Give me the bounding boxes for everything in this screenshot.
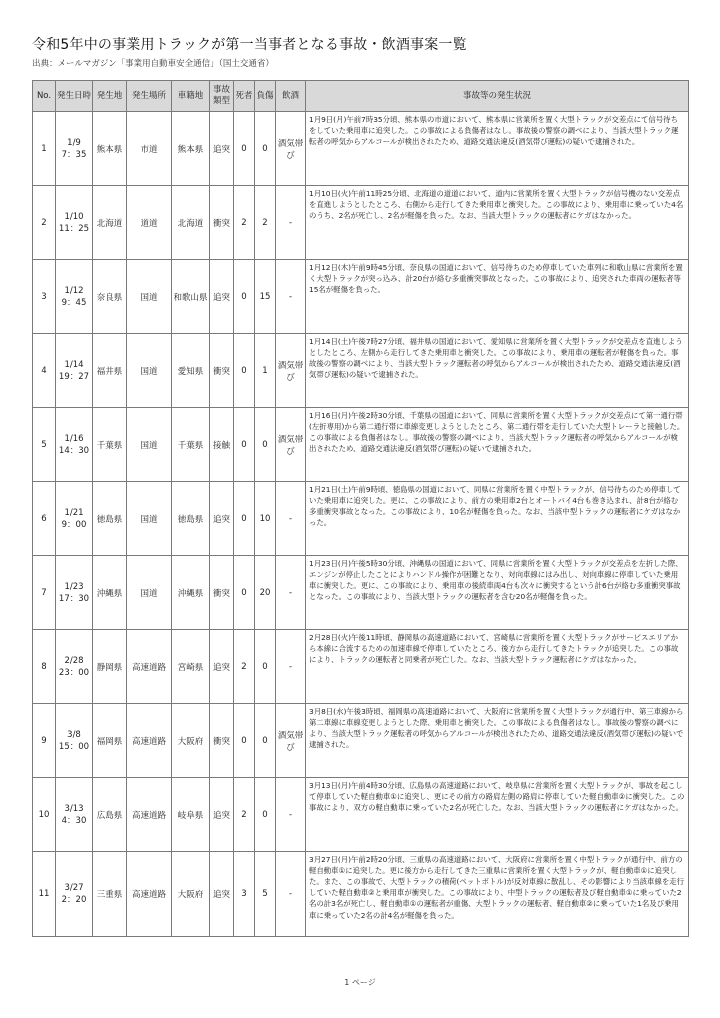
- cell-accident-type: 追突: [210, 260, 234, 334]
- table-row: [33, 408, 689, 482]
- header-drinking: 飲酒: [276, 81, 306, 112]
- cell-datetime: [56, 186, 93, 260]
- cell-registration: 愛知県: [172, 334, 210, 408]
- cell-no: 5: [33, 408, 56, 482]
- time-text: 9：45: [61, 297, 87, 308]
- cell-prefecture: 広島県: [93, 778, 127, 852]
- cell-description: 1月14日(土)午後7時27分頃、福井県の国道において、愛知県に営業所を置く大型トラックが交差点を直進しようとしたところ、左側から走行してきた乗用車と衝突した。この事故により、乗用車の運転者が軽傷を負った。事故後の警察の調べにより、当該大型トラック運転者の呼気からアルコールが検出されたため、道路交通法違反(酒気帯び運転)の疑いで逮捕された。: [306, 334, 689, 408]
- cell-accident-type: 追突: [210, 112, 234, 186]
- cell-deaths: 0: [234, 408, 255, 482]
- table-row: [33, 556, 689, 630]
- cell-drinking: -: [276, 852, 306, 937]
- date-text: 1/9: [67, 137, 81, 148]
- table-row: [33, 334, 689, 408]
- cell-datetime: [56, 556, 93, 630]
- date-text: 3/8: [67, 729, 81, 740]
- header-registration: 車籍地: [172, 81, 210, 112]
- page-number: 1 ページ: [344, 978, 376, 987]
- cell-registration: 宮崎県: [172, 630, 210, 704]
- source-note: 出典：メールマガジン「事業用自動車安全通信」（国土交通省）: [32, 59, 274, 69]
- date-text: 1/23: [64, 581, 84, 592]
- cell-description: 3月27日(月)午前2時20分頃、三重県の高速道路において、大阪府に営業所を置く中型トラックが通行中、前方の軽自動車①に追突した。更に後方から走行してきた三重県に営業所を置く大型トラックが、軽自動車①に追突した。また、この事故で、大型トラックの積荷(ペットボトル)が反対車線に散乱し、その影響により当該車線を走行していた軽自動車②と乗用車が衝突した。この事故により、中型トラックの運転者及び軽自動車①に乗っていた2名の計3名が死亡し、軽自動車①の運転者が重傷、大型トラックの運転者、軽自動車②に乗っていた1名及び乗用車に乗っていた2名の計4名が軽傷を負った。: [306, 852, 689, 937]
- cell-injured: 0: [255, 704, 276, 778]
- cell-injured: 1: [255, 334, 276, 408]
- table-row: [33, 112, 689, 186]
- cell-place: 国道: [127, 556, 172, 630]
- table-header-row: [33, 81, 689, 112]
- date-text: 1/16: [64, 433, 84, 444]
- cell-no: 8: [33, 630, 56, 704]
- date-text: 1/12: [64, 285, 84, 296]
- cell-registration: 沖縄県: [172, 556, 210, 630]
- cell-accident-type: 衝突: [210, 186, 234, 260]
- cell-datetime: [56, 260, 93, 334]
- cell-deaths: 2: [234, 186, 255, 260]
- header-injured: 負傷: [255, 81, 276, 112]
- table-row: [33, 482, 689, 556]
- accident-table: [32, 80, 689, 937]
- cell-prefecture: 徳島県: [93, 482, 127, 556]
- date-text: 1/14: [64, 359, 84, 370]
- time-text: 4：30: [61, 815, 87, 826]
- cell-datetime: [56, 408, 93, 482]
- cell-no: 7: [33, 556, 56, 630]
- cell-place: 高速道路: [127, 852, 172, 937]
- cell-description: 1月12日(木)午前9時45分頃、奈良県の国道において、信号待ちのため停車していた車列に和歌山県に営業所を置く大型トラックが突っ込み、計20台が絡む多重衝突事故となった。この事故により、追突された車両の運転者等15名が軽傷を負った。: [306, 260, 689, 334]
- cell-registration: 大阪府: [172, 704, 210, 778]
- cell-prefecture: 福岡県: [93, 704, 127, 778]
- cell-registration: 大阪府: [172, 852, 210, 937]
- cell-deaths: 0: [234, 334, 255, 408]
- cell-injured: 0: [255, 778, 276, 852]
- header-prefecture: 発生地: [93, 81, 127, 112]
- cell-place: 道道: [127, 186, 172, 260]
- table-row: [33, 630, 689, 704]
- cell-prefecture: 北海道: [93, 186, 127, 260]
- cell-drinking: -: [276, 186, 306, 260]
- cell-accident-type: 衝突: [210, 556, 234, 630]
- cell-injured: 0: [255, 630, 276, 704]
- date-text: 3/27: [64, 883, 84, 893]
- cell-deaths: 3: [234, 852, 255, 937]
- cell-prefecture: 静岡県: [93, 630, 127, 704]
- cell-datetime: [56, 630, 93, 704]
- cell-injured: 10: [255, 482, 276, 556]
- cell-description: 1月23日(月)午後5時30分頃、沖縄県の国道において、同県に営業所を置く大型トラックが交差点を左折した際、エンジンが停止したことによりハンドル操作が困難となり、対向車線にはみ出し、対向車線に停車していた乗用車に衝突した。更に、この事故により、乗用車の後続車両4台も次々に衝突するという計6台が絡む多重衝突事故となった。この事故により、当該大型トラックの運転者を含む20名が軽傷を負った。: [306, 556, 689, 630]
- cell-datetime: [56, 704, 93, 778]
- date-text: 1/10: [64, 211, 84, 222]
- cell-datetime: [56, 852, 93, 937]
- cell-accident-type: 衝突: [210, 334, 234, 408]
- cell-drinking: 酒気帯び: [276, 408, 306, 482]
- header-deaths: 死者: [234, 81, 255, 112]
- cell-description: 1月9日(月)午前7時35分頃、熊本県の市道において、熊本県に営業所を置く大型トラックが交差点にて信号待ちをしていた乗用車に追突した。この事故による負傷者はなし。事故後の警察の調べにより、当該大型トラック運転者の呼気からアルコールが検出されたため、道路交通法違反(酒気帯び運転)の疑いで逮捕された。: [306, 112, 689, 186]
- cell-place: 市道: [127, 112, 172, 186]
- cell-description: 3月8日(水)午後3時頃、福岡県の高速道路において、大阪府に営業所を置く大型トラックが通行中、第三車線から第二車線に車線変更しようとした際、乗用車と衝突した。この事故による負傷者はなし。事故後の警察の調べにより、当該大型トラック運転者の呼気からアルコールが検出されたため、道路交通法違反(酒気帯び運転)の疑いで逮捕された。: [306, 704, 689, 778]
- cell-injured: 0: [255, 408, 276, 482]
- cell-no: 10: [33, 778, 56, 852]
- cell-registration: 熊本県: [172, 112, 210, 186]
- cell-description: 1月10日(火)午前11時25分頃、北海道の道道において、道内に営業所を置く大型トラックが信号機のない交差点を直進しようとしたところ、右側から走行してきた乗用車と衝突した。この事故により、乗用車に乗っていた4名のうち、2名が死亡し、2名が軽傷を負った。なお、当該大型トラックの運転者にケガはなかった。: [306, 186, 689, 260]
- time-text: 23：00: [58, 667, 90, 678]
- time-text: 7：35: [61, 149, 87, 160]
- cell-injured: 15: [255, 260, 276, 334]
- cell-description: 3月13日(月)午前4時30分頃、広島県の高速道路において、岐阜県に営業所を置く大型トラックが、事故を起こして停車していた軽自動車①に追突し、更にその前方の路肩左側の路肩に停車していた軽自動車②に衝突した。この事故により、双方の軽自動車に乗っていた2名が死亡した。なお、当該大型トラックの運転者にケガはなかった。: [306, 778, 689, 852]
- cell-drinking: -: [276, 778, 306, 852]
- cell-place: 国道: [127, 334, 172, 408]
- time-text: 19：27: [58, 371, 90, 382]
- cell-no: 11: [33, 852, 56, 937]
- cell-registration: 北海道: [172, 186, 210, 260]
- cell-drinking: -: [276, 556, 306, 630]
- cell-deaths: 2: [234, 778, 255, 852]
- time-text: 17：30: [58, 593, 90, 604]
- cell-datetime: [56, 334, 93, 408]
- cell-deaths: 0: [234, 482, 255, 556]
- time-text: 2：20: [61, 895, 87, 905]
- header-accident-type: 事故類型: [210, 81, 234, 112]
- cell-prefecture: 三重県: [93, 852, 127, 937]
- cell-place: 高速道路: [127, 778, 172, 852]
- table-row: [33, 260, 689, 334]
- cell-injured: 2: [255, 186, 276, 260]
- cell-accident-type: 接触: [210, 408, 234, 482]
- cell-prefecture: 熊本県: [93, 112, 127, 186]
- cell-datetime: [56, 778, 93, 852]
- cell-description: 2月28日(火)午後11時頃、静岡県の高速道路において、宮崎県に営業所を置く大型トラックがサービスエリアから本線に合流するための加速車線で停車していたところ、後方から走行してきたトラックが追突した。この事故により、トラックの運転者と同乗者が死亡した。なお、当該大型トラック運転者にケガはなかった。: [306, 630, 689, 704]
- cell-injured: 20: [255, 556, 276, 630]
- cell-no: 1: [33, 112, 56, 186]
- time-text: 11：25: [58, 223, 90, 234]
- cell-drinking: 酒気帯び: [276, 334, 306, 408]
- cell-no: 2: [33, 186, 56, 260]
- cell-deaths: 2: [234, 630, 255, 704]
- cell-no: 6: [33, 482, 56, 556]
- cell-accident-type: 追突: [210, 630, 234, 704]
- header-place: 発生場所: [127, 81, 172, 112]
- cell-registration: 和歌山県: [172, 260, 210, 334]
- table-row: [33, 186, 689, 260]
- date-text: 3/13: [64, 803, 84, 814]
- cell-place: 高速道路: [127, 704, 172, 778]
- cell-prefecture: 沖縄県: [93, 556, 127, 630]
- cell-prefecture: 福井県: [93, 334, 127, 408]
- cell-drinking: -: [276, 482, 306, 556]
- cell-no: 4: [33, 334, 56, 408]
- cell-place: 国道: [127, 408, 172, 482]
- cell-accident-type: 衝突: [210, 704, 234, 778]
- cell-description: 1月16日(月)午後2時30分頃、千葉県の国道において、同県に営業所を置く大型トラックが交差点にて第一通行帯(左折専用)から第二通行帯に車線変更しようとしたところ、第二通行帯を走行していた大型トレーラと接触した。この事故による負傷者はなし。事故後の警察の調べにより、当該大型トラック運転者の呼気からアルコールが検出されたため、道路交通法違反(酒気帯び運転)の疑いで逮捕された。: [306, 408, 689, 482]
- cell-registration: 岐阜県: [172, 778, 210, 852]
- time-text: 14：30: [58, 445, 90, 456]
- header-no: No.: [33, 81, 56, 112]
- cell-datetime: [56, 482, 93, 556]
- cell-deaths: 0: [234, 556, 255, 630]
- cell-injured: 5: [255, 852, 276, 937]
- cell-accident-type: 追突: [210, 778, 234, 852]
- table-row: [33, 704, 689, 778]
- date-text: 1/21: [64, 507, 84, 518]
- cell-place: 高速道路: [127, 630, 172, 704]
- cell-drinking: 酒気帯び: [276, 112, 306, 186]
- cell-datetime: [56, 112, 93, 186]
- cell-accident-type: 追突: [210, 482, 234, 556]
- cell-place: 国道: [127, 260, 172, 334]
- table-row: [33, 778, 689, 852]
- time-text: 15：00: [58, 741, 90, 752]
- cell-no: 3: [33, 260, 56, 334]
- cell-deaths: 0: [234, 112, 255, 186]
- header-description: 事故等の発生状況: [306, 81, 689, 112]
- cell-no: 9: [33, 704, 56, 778]
- time-text: 9：00: [61, 519, 87, 530]
- cell-deaths: 0: [234, 704, 255, 778]
- cell-drinking: 酒気帯び: [276, 704, 306, 778]
- date-text: 2/28: [64, 655, 84, 666]
- cell-registration: 徳島県: [172, 482, 210, 556]
- table-row: [33, 852, 689, 937]
- cell-injured: 0: [255, 112, 276, 186]
- header-date: 発生日時: [56, 81, 93, 112]
- cell-place: 国道: [127, 482, 172, 556]
- cell-drinking: -: [276, 260, 306, 334]
- page-title: 令和5年中の事業用トラックが第一当事者となる事故・飲酒事案一覧: [32, 37, 467, 53]
- cell-registration: 千葉県: [172, 408, 210, 482]
- cell-description: 1月21日(土)午前9時頃、徳島県の国道において、同県に営業所を置く中型トラックが、信号待ちのため停車していた乗用車に追突した。更に、この事故により、前方の乗用車2台とオートバイ4台も巻き込まれ、計8台が絡む多重衝突事故となった。この事故により、10名が軽傷を負った。なお、当該中型トラックの運転者にケガはなかった。: [306, 482, 689, 556]
- cell-accident-type: 追突: [210, 852, 234, 937]
- cell-prefecture: 奈良県: [93, 260, 127, 334]
- cell-prefecture: 千葉県: [93, 408, 127, 482]
- cell-deaths: 0: [234, 260, 255, 334]
- cell-drinking: -: [276, 630, 306, 704]
